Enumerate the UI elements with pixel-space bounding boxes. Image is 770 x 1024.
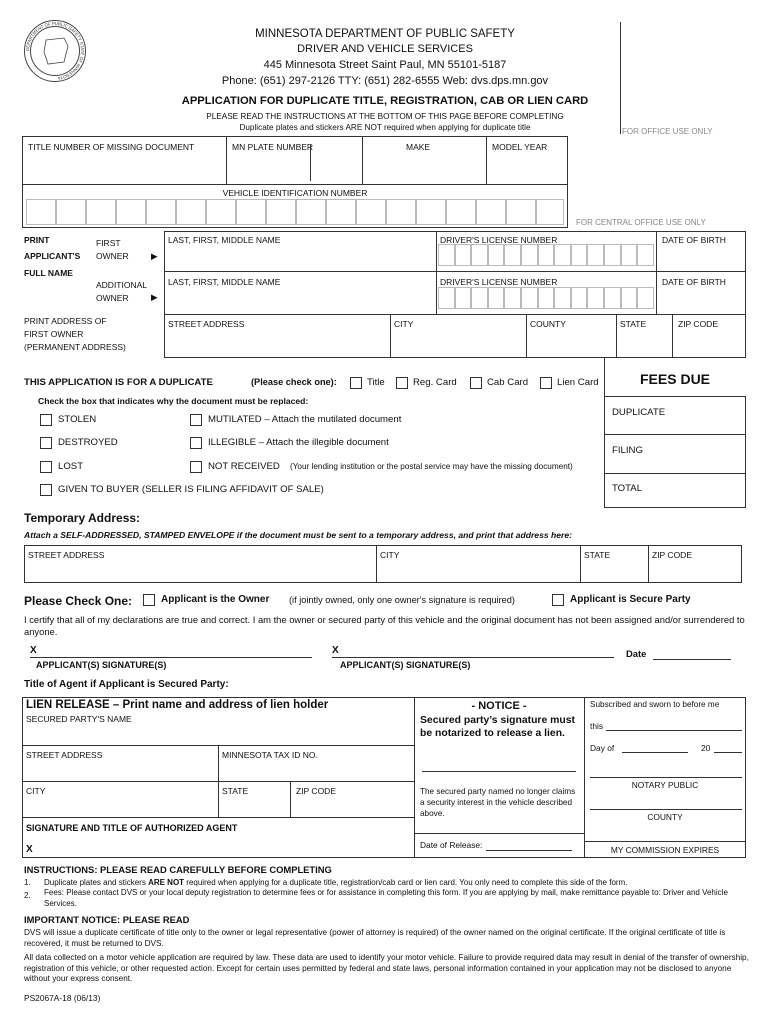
dept-name: MINNESOTA DEPARTMENT OF PUBLIC SAFETY	[255, 28, 515, 40]
reg-card-checkbox[interactable]	[396, 377, 408, 389]
minnesota-map-icon	[44, 38, 68, 64]
print-label: PRINT	[24, 235, 50, 245]
form-title: APPLICATION FOR DUPLICATE TITLE, REGISTRATION, CAB OR LIEN CARD	[181, 95, 589, 107]
seal-text: DEPARTMENT OF PUBLIC SAFETY STATE OF MINNESOTA	[24, 20, 86, 81]
authorized-agent-label: SIGNATURE AND TITLE OF AUTHORIZED AGENT	[26, 823, 238, 833]
signature-x-2: X	[332, 645, 339, 656]
duplicate-heading: THIS APPLICATION IS FOR A DUPLICATE	[24, 377, 213, 388]
agent-signature-input[interactable]	[40, 840, 410, 854]
title-number-label: TITLE NUMBER OF MISSING DOCUMENT	[28, 142, 195, 152]
additional-dl-input[interactable]	[438, 287, 654, 309]
temp-zip-label: ZIP CODE	[652, 550, 692, 560]
illegible-label: ILLEGIBLE – Attach the illegible document	[208, 437, 389, 448]
arrow-right-icon: ▶	[151, 251, 158, 261]
day-of-label: Day of	[590, 743, 615, 753]
title-checkbox[interactable]	[350, 377, 362, 389]
fee-filing-label: FILING	[612, 445, 643, 456]
temp-address-heading: Temporary Address:	[24, 511, 141, 525]
agent-title-label: Title of Agent if Applicant is Secured Party:	[24, 679, 229, 690]
notary-public-label: NOTARY PUBLIC	[631, 780, 699, 790]
secured-party-label: SECURED PARTY'S NAME	[26, 714, 132, 724]
mutilated-label: MUTILATED – Attach the mutilated document	[208, 414, 402, 425]
owner-dl-label: DRIVER'S LICENSE NUMBER	[440, 235, 558, 245]
important-notice-heading: IMPORTANT NOTICE: PLEASE READ	[24, 914, 190, 925]
temp-street-label: STREET ADDRESS	[28, 550, 105, 560]
office-use-label: FOR OFFICE USE ONLY	[622, 127, 713, 136]
secure-party-label: Applicant is Secure Party	[570, 594, 691, 605]
lien-street-label: STREET ADDRESS	[26, 750, 103, 760]
permanent-address-label: (PERMANENT ADDRESS)	[24, 342, 126, 352]
destroyed-label: DESTROYED	[58, 437, 118, 448]
owner-state-label: STATE	[620, 319, 647, 329]
vin-input[interactable]	[26, 199, 564, 225]
temp-address-note: Attach a SELF-ADDRESSED, STAMPED ENVELOPE if the document must be sent to a temporary address, and print that address here:	[24, 530, 573, 540]
instruction-2: Fees: Please contact DVS or your local deputy registration to determine fees or for assistance in completing this form. If you are applying by mail, make remittance payable to: Driver and Vehicle Services.	[44, 888, 728, 908]
instruction-line-1: PLEASE READ THE INSTRUCTIONS AT THE BOTTOM OF THIS PAGE BEFORE COMPLETING	[206, 112, 564, 121]
first-owner-label: FIRST OWNER	[24, 329, 84, 339]
lien-card-checkbox[interactable]	[540, 377, 552, 389]
owner-city-label: CITY	[394, 319, 414, 329]
division-name: DRIVER AND VEHICLE SERVICES	[297, 43, 473, 55]
secure-party-checkbox[interactable]	[552, 594, 564, 606]
mutilated-checkbox[interactable]	[190, 414, 202, 426]
lien-card-option-label: Lien Card	[557, 377, 599, 388]
fee-total-label: TOTAL	[612, 483, 643, 494]
instruction-1-start: Duplicate plates and stickers	[44, 878, 146, 887]
year-label: 20	[701, 743, 711, 753]
temp-city-label: CITY	[380, 550, 400, 560]
sworn-label: Subscribed and sworn to before me	[590, 700, 720, 709]
print-address-label: PRINT ADDRESS OF	[24, 316, 107, 326]
date-input[interactable]	[653, 659, 731, 660]
dept-phone: Phone: (651) 297-2126 TTY: (651) 282-6555 Web: dvs.dps.mn.gov	[221, 75, 549, 87]
additional-label: ADDITIONAL	[96, 280, 148, 290]
additional-dob-label: DATE OF BIRTH	[662, 277, 726, 287]
illegible-checkbox[interactable]	[190, 437, 202, 449]
fees-heading: FEES DUE	[640, 371, 711, 387]
applicant-signature-2[interactable]	[342, 646, 612, 657]
dept-address: 445 Minnesota Street Saint Paul, MN 55101-5187	[263, 59, 507, 71]
instruction-number-1: 1.	[24, 878, 31, 887]
owner-dl-input[interactable]	[438, 244, 654, 266]
make-label: MAKE	[406, 142, 431, 152]
given-to-buyer-checkbox[interactable]	[40, 484, 52, 496]
applicants-label: APPLICANT'S	[24, 251, 81, 261]
certification-text: I certify that all of my declarations are true and correct. I am the owner or secured party of this vehicle and the original document has not been assigned and/or surrendered to anyone.	[24, 614, 745, 637]
title-option-label: Title	[367, 377, 385, 388]
instruction-1-end: required when applying for a duplicate title, registration/cab card or lien card. You only need to complete this side of the form.	[186, 878, 628, 887]
additional-dl-label: DRIVER'S LICENSE NUMBER	[440, 277, 558, 287]
form-number: PS2067A-18 (06/13)	[24, 993, 101, 1003]
instruction-number-2: 2.	[24, 891, 31, 900]
signature-x-1: X	[30, 645, 37, 656]
additional-name-label: LAST, FIRST, MIDDLE NAME	[168, 277, 281, 287]
lien-state-label: STATE	[222, 786, 249, 796]
stolen-label: STOLEN	[58, 414, 97, 425]
applicant-owner-checkbox[interactable]	[143, 594, 155, 606]
notice-heading: - NOTICE -	[471, 700, 527, 712]
tax-id-label: MINNESOTA TAX ID NO.	[222, 750, 318, 760]
lost-label: LOST	[58, 461, 84, 472]
plate-number-label: MN PLATE NUMBER	[232, 142, 314, 152]
lost-checkbox[interactable]	[40, 461, 52, 473]
seal-svg	[24, 20, 86, 82]
cab-card-checkbox[interactable]	[470, 377, 482, 389]
temp-state-label: STATE	[584, 550, 611, 560]
notary-county-label: COUNTY	[647, 812, 683, 822]
check-one-label: (Please check one):	[251, 377, 337, 387]
full-name-label: FULL NAME	[24, 268, 73, 278]
date-label: Date	[626, 648, 647, 659]
cab-card-option-label: Cab Card	[487, 377, 529, 388]
release-date-label: Date of Release:	[420, 840, 483, 850]
applicant-owner-note: (if jointly owned, only one owner's signature is required)	[289, 595, 515, 605]
owner-dob-label: DATE OF BIRTH	[662, 235, 726, 245]
sworn-this-input[interactable]	[606, 730, 742, 731]
owner-label-2: OWNER	[96, 293, 129, 303]
instructions-heading: INSTRUCTIONS: PLEASE READ CAREFULLY BEFORE COMPLETING	[24, 864, 332, 875]
signature-label-1: APPLICANT(S) SIGNATURE(S)	[36, 660, 167, 670]
vin-label: VEHICLE IDENTIFICATION NUMBER	[222, 188, 368, 198]
not-received-label: NOT RECEIVED	[208, 461, 280, 472]
signature-label-2: APPLICANT(S) SIGNATURE(S)	[340, 660, 471, 670]
owner-name-label: LAST, FIRST, MIDDLE NAME	[168, 235, 281, 245]
stolen-checkbox[interactable]	[40, 414, 52, 426]
notice-body: Secured party’s signature must be notarized to release a lien.	[420, 715, 575, 739]
applicant-signature-1[interactable]	[40, 646, 310, 657]
reg-card-option-label: Reg. Card	[413, 377, 457, 388]
release-date-input[interactable]	[486, 850, 572, 851]
lien-release-heading: LIEN RELEASE – Print name and address of lien holder	[26, 699, 329, 711]
given-to-buyer-label: GIVEN TO BUYER (SELLER IS FILING AFFIDAVIT OF SALE)	[58, 484, 324, 495]
commission-expires-label: MY COMMISSION EXPIRES	[610, 845, 720, 855]
lien-city-label: CITY	[26, 786, 46, 796]
applicant-owner-label: Applicant is the Owner	[161, 594, 270, 605]
destroyed-checkbox[interactable]	[40, 437, 52, 449]
not-received-checkbox[interactable]	[190, 461, 202, 473]
central-office-label: FOR CENTRAL OFFICE USE ONLY	[576, 218, 706, 227]
agent-signature-x: X	[26, 844, 33, 855]
reason-heading: Check the box that indicates why the document must be replaced:	[38, 396, 309, 406]
owner-county-label: COUNTY	[530, 319, 566, 329]
fee-duplicate-label: DUPLICATE	[612, 407, 666, 418]
year-input[interactable]	[714, 752, 742, 753]
instruction-line-2: Duplicate plates and stickers ARE NOT required when applying for duplicate title	[239, 123, 531, 132]
lien-zip-label: ZIP CODE	[296, 786, 336, 796]
owner-label: OWNER	[96, 251, 129, 261]
instruction-1-emphasis: ARE NOT	[148, 878, 185, 887]
release-statement: The secured party named no longer claims a security interest in the vehicle described above.	[420, 787, 576, 818]
owner-zip-label: ZIP CODE	[678, 319, 718, 329]
notice-paragraph-1: DVS will issue a duplicate certificate of title only to the owner or legal representative (power of attorney is required) of the owner named on the original certificate. If the original certificate of title is recovered, it must be returned to DVS.	[24, 928, 726, 948]
first-label: FIRST	[96, 238, 121, 248]
please-check-heading: Please Check One:	[24, 594, 133, 608]
model-year-label: MODEL YEAR	[492, 142, 548, 152]
instruction-1	[44, 878, 627, 887]
day-of-input[interactable]	[622, 752, 688, 753]
not-received-note: (Your lending institution or the postal service may have the missing document)	[290, 462, 573, 471]
this-label: this	[590, 721, 604, 731]
owner-street-label: STREET ADDRESS	[168, 319, 245, 329]
notice-paragraph-2: All data collected on a motor vehicle application are required by law. These data are used to identify your motor vehicle. Failure to provide required data may result in denial of the transfer of ownership, registration of this vehicle, or other requested action. Except for certain uses permitted by federal and state laws, personal information contained in your application may not be disclosed to anyone without your express consent.	[24, 953, 749, 983]
arrow-right-icon: ▶	[151, 292, 158, 302]
